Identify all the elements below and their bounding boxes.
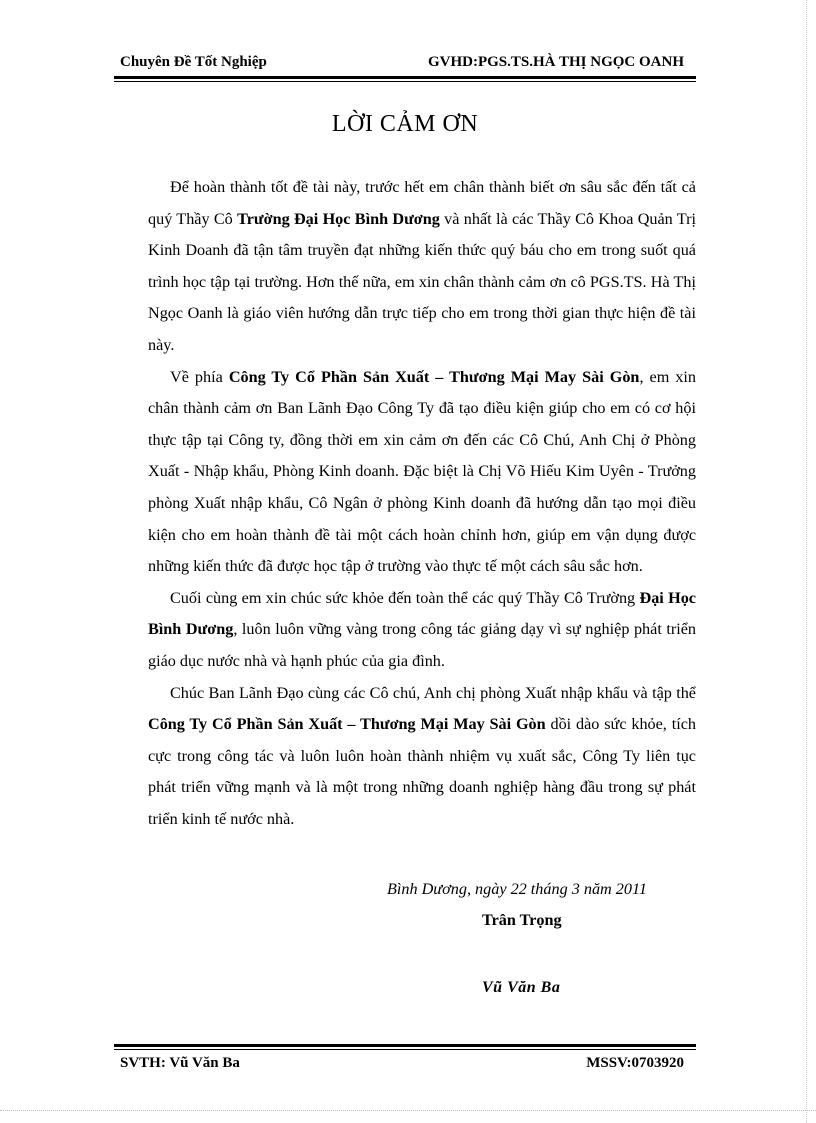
page-title: LỜI CẢM ƠN: [331, 111, 479, 137]
page-edge-bottom: [0, 1110, 816, 1111]
bold-name: Công Ty Cổ Phần Sản Xuất – Thương Mại May Sài Gòn: [148, 715, 546, 734]
header-divider-thick: [114, 76, 696, 79]
paragraph-text: Để hoàn thành tốt đề tài này, trước hết em chân thành biết ơn sâu sắc đến tất cả quý Thầy Cô: [148, 178, 696, 228]
paragraph-text: , luôn luôn vững vàng trong công tác giảng dạy vì sự nghiệp phát triển giáo dục nước nhà và hạnh phúc của gia đình.: [148, 620, 697, 670]
bold-name: Đại Học Bình Dương: [148, 588, 696, 639]
footer-divider-thick: [114, 1044, 696, 1047]
body-paragraph: [148, 583, 696, 678]
page-header: [120, 52, 684, 72]
acknowledgement-body: [148, 172, 696, 835]
signature-regards: Trân Trọng: [482, 911, 562, 929]
footer-divider-thin: [114, 1049, 696, 1050]
paragraph-text: dồi dào sức khỏe, tích cực trong công tác và luôn luôn hoàn thành nhiệm vụ xuất sắc, Công Ty liên tục phát triển vững mạnh và là một trong những doanh nghiệp hàng đầu trong sự phát triển kinh tế nước nhà.: [148, 715, 696, 828]
body-paragraph: [148, 172, 696, 362]
paragraph-text: và nhất là các Thầy Cô Khoa Quản Trị Kinh Doanh đã tận tâm truyền đạt những kiến thức quý báu cho em trong suốt quá trình học tập tại trường. Hơn thế nữa, em xin chân thành cảm ơn cô PGS.TS. Hà Thị Ngọc Oanh là giáo viên hướng dẫn trực tiếp cho em trong thời gian thực hiện đề tài này.: [148, 209, 697, 354]
paragraph-text: Cuối cùng em xin chúc sức khỏe đến toàn thể các quý Thầy Cô Trường: [170, 588, 640, 607]
header-divider-thin: [114, 81, 696, 82]
paragraph-text: , em xin chân thành cảm ơn Ban Lãnh Đạo Công Ty đã tạo điều kiện giúp cho em có cơ hội thực tập tại Công ty, đồng thời em xin cảm ơn đến các Cô Chú, Anh Chị ở Phòng Xuất - Nhập khẩu, Phòng Kinh doanh. Đặc biệt là Chị Võ Hiếu Kim Uyên - Trưởng phòng Xuất nhập khẩu, Cô Ngân ở phòng Kinh doanh đã hướng dẫn tạo mọi điều kiện cho em hoàn thành đề tài một cách hoàn chỉnh hơn, giúp em vận dụng được những kiến thức đã được học tập ở trường vào thực tế một cách sâu sắc hơn.: [148, 367, 696, 576]
signature-place-date: Bình Dương, ngày 22 tháng 3 năm 2011: [387, 880, 647, 898]
body-paragraph: [148, 678, 696, 836]
page-footer: [120, 1053, 684, 1073]
bold-name: Công Ty Cổ Phần Sản Xuất – Thương Mại May Sài Gòn: [228, 367, 640, 386]
header-course-title: Chuyên Đề Tốt Nghiệp: [120, 54, 267, 70]
page-edge-right: [806, 0, 807, 1123]
header-advisor: GVHD:PGS.TS.HÀ THỊ NGỌC OANH: [427, 54, 684, 70]
paragraph-text: Về phía: [170, 367, 229, 386]
body-paragraph: [148, 362, 696, 583]
paragraph-text: Chúc Ban Lãnh Đạo cùng các Cô chú, Anh chị phòng Xuất nhập khẩu và tập thể: [170, 683, 696, 702]
footer-student-id: MSSV:0703920: [586, 1055, 684, 1071]
bold-name: Trường Đại Học Bình Dương: [237, 209, 440, 228]
signature-name: Vũ Văn Ba: [482, 979, 561, 996]
footer-student-name: SVTH: Vũ Văn Ba: [120, 1055, 240, 1071]
